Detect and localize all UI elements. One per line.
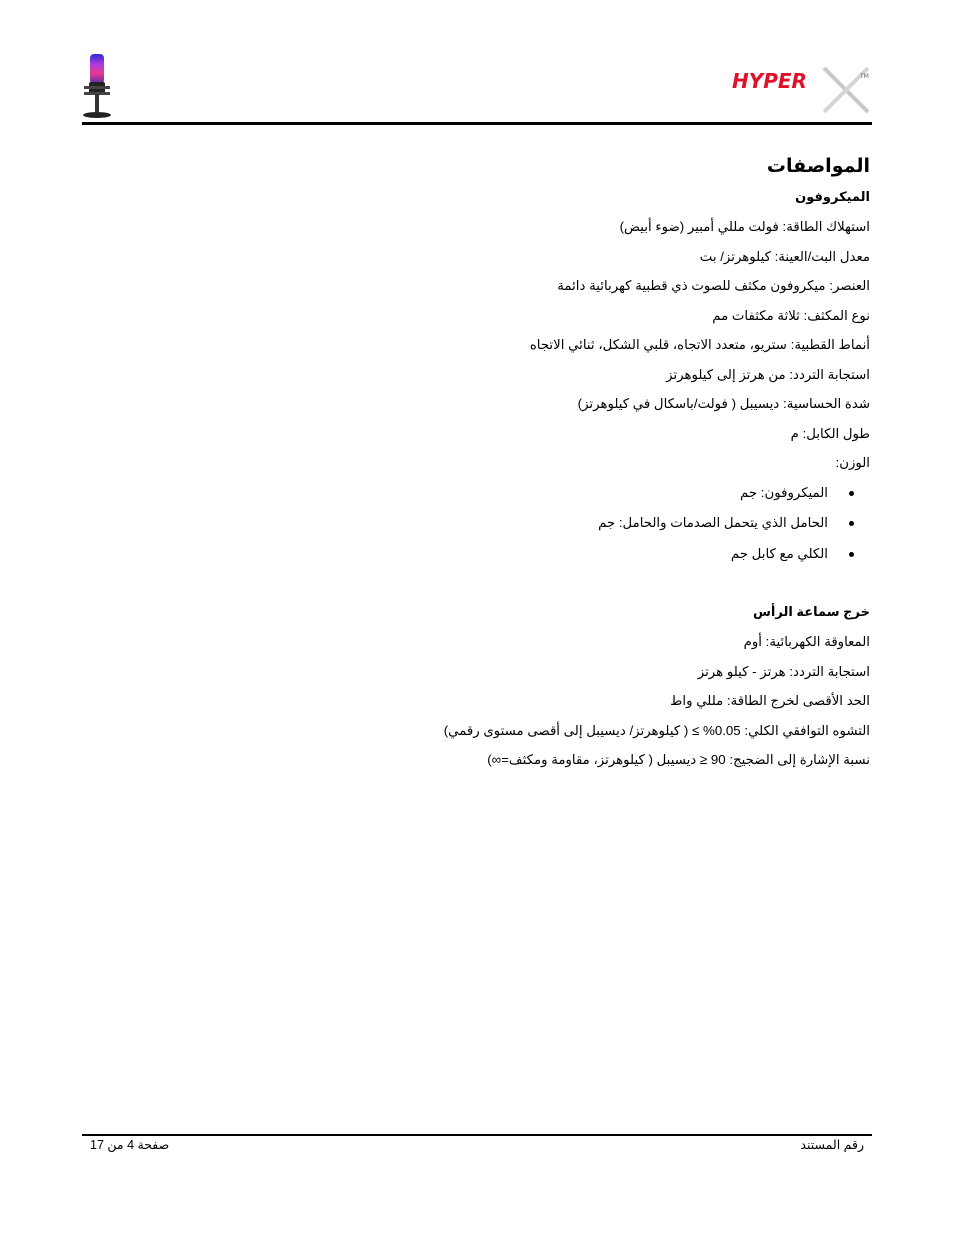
spec-line: العنصر: ميكروفون مكثف للصوت ذي قطبية كهربائية دائمة bbox=[557, 278, 870, 293]
spec-line: الحد الأقصى لخرج الطاقة: مللي واط bbox=[670, 693, 870, 708]
list-item: الميكروفون: جم bbox=[82, 478, 828, 509]
weight-list bbox=[82, 478, 870, 570]
spec-line: نوع المكثف: ثلاثة مكثفات مم bbox=[712, 307, 870, 323]
spec-line: الوزن: bbox=[835, 455, 870, 470]
svg-text:TM: TM bbox=[860, 73, 869, 80]
spec-line: استجابة التردد: هرتز - كيلو هرتز bbox=[697, 663, 870, 679]
page-number: صفحة 4 من 17 bbox=[90, 1138, 170, 1152]
microphone-image bbox=[80, 52, 114, 120]
spec-line: المعاوقة الكهربائية: أوم bbox=[743, 634, 870, 649]
hyperx-logo bbox=[728, 64, 872, 116]
spec-line: شدة الحساسية: ديسيبل ( فولت/باسكال في كيلوهرتز) bbox=[577, 396, 870, 411]
list-item: الكلي مع كابل جم bbox=[82, 539, 828, 570]
list-item: الحامل الذي يتحمل الصدمات والحامل: جم bbox=[82, 508, 828, 539]
spec-line: معدل البت/العينة: كيلوهرتز/ بت bbox=[699, 248, 870, 264]
header-divider bbox=[82, 122, 872, 125]
headphone-heading: خرج سماعة الرأس bbox=[752, 604, 870, 619]
spec-line: نسبة الإشارة إلى الضجيج: 90 ≤ ديسيبل ( كيلوهرتز، مقاومة ومكثف=∞) bbox=[487, 752, 870, 767]
page-header bbox=[0, 0, 954, 130]
specifications-section bbox=[82, 148, 870, 775]
spec-line: استجابة التردد: من هرتز إلى كيلوهرتز bbox=[666, 366, 870, 382]
page-title: المواصفات bbox=[766, 156, 870, 177]
svg-text:HYPER: HYPER bbox=[732, 69, 807, 93]
spec-line: التشوه التوافقي الكلي: 0.05% ≥ ( كيلوهرتز/ ديسيبل إلى أقصى مستوى رقمي) bbox=[443, 722, 870, 738]
doc-number: رقم المستند bbox=[800, 1138, 864, 1152]
spec-line: استهلاك الطاقة: فولت مللي أمبير (ضوء أبيض) bbox=[619, 219, 870, 234]
spacer bbox=[82, 569, 870, 597]
footer-divider bbox=[82, 1134, 872, 1136]
spec-line: طول الكابل: م bbox=[790, 425, 870, 441]
spec-line: أنماط القطبية: ستريو، متعدد الاتجاه، قلبي الشكل، ثنائي الاتجاه bbox=[529, 337, 870, 352]
microphone-heading: الميكروفون bbox=[795, 189, 870, 204]
